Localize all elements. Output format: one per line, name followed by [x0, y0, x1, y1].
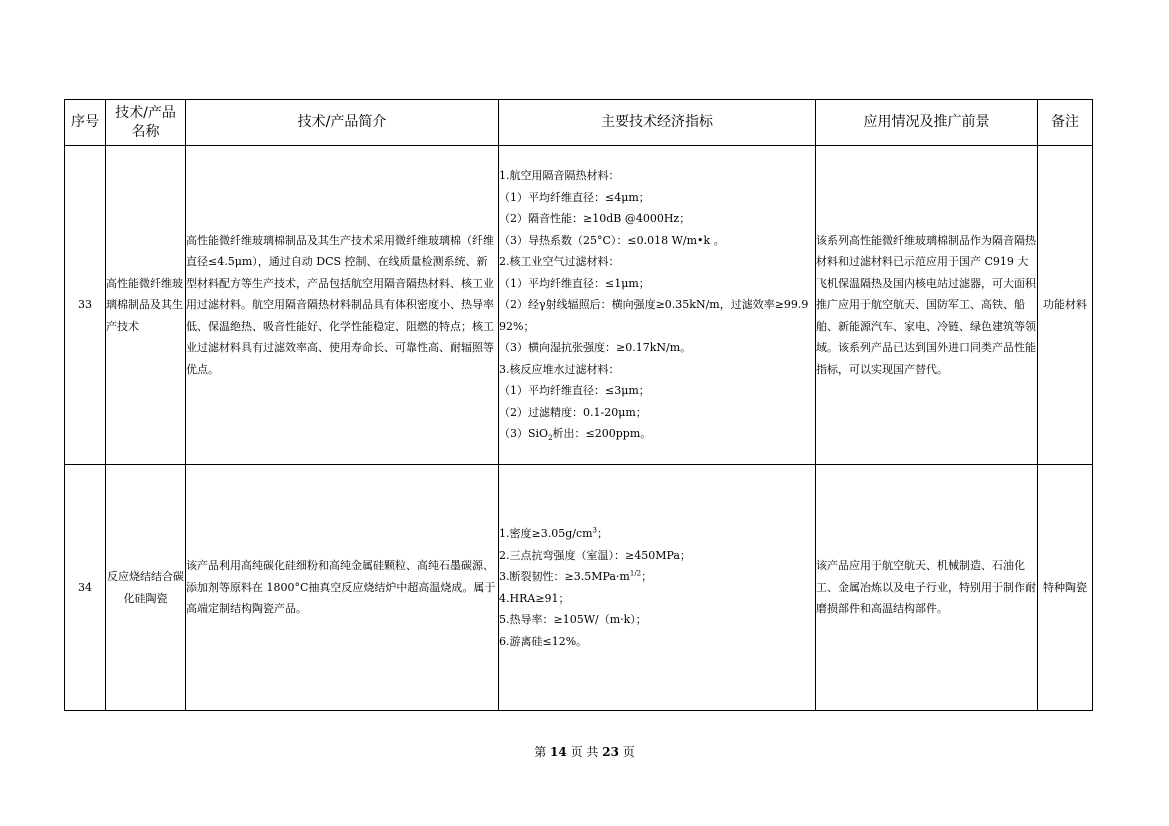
indicator-line: 2.三点抗弯强度（室温）：≥450MPa； — [499, 548, 691, 562]
footer-suffix: 页 — [622, 745, 635, 759]
indicator-line: 5.热导率：≥105W/（m·k）； — [499, 613, 647, 626]
header-application: 应用情况及推广前景 — [816, 100, 1038, 146]
row-indicators — [499, 465, 816, 711]
row-name: 高性能微纤维玻璃棉制品及其生产技术 — [106, 146, 186, 465]
indicator-line: 1.航空用隔音隔热材料： — [499, 169, 620, 183]
header-remark: 备注 — [1038, 100, 1093, 146]
row-application: 该产品应用于航空航天、机械制造、石油化工、金属冶炼以及电子行业，特别用于制作耐磨损部件和高温结构部件。 — [816, 465, 1038, 711]
page-footer — [0, 743, 1169, 760]
indicator-text: ； — [597, 527, 609, 540]
row-intro: 该产品利用高纯碳化硅细粉和高纯金属硅颗粒、高纯石墨碳源、添加剂等原料在 1800°C抽真空反应烧结炉中超高温烧成。属于高端定制结构陶瓷产品。 — [186, 465, 499, 711]
header-row — [65, 100, 1093, 146]
footer-prefix: 第 — [534, 745, 547, 759]
indicator-line: （2）隔音性能：≥10dB @4000Hz； — [499, 212, 691, 226]
row-indicators — [499, 146, 816, 465]
header-seq: 序号 — [65, 100, 106, 146]
row-seq: 34 — [65, 465, 106, 711]
indicator-line — [499, 566, 815, 588]
indicator-line: （1）平均纤维直径：≤1μm； — [499, 276, 650, 290]
row-application: 该系列高性能微纤维玻璃棉制品作为隔音隔热材料和过滤材料已示范应用于国产 C919 大飞机保温隔热及国内核电站过滤器，可大面积推广应用于航空航天、国防军工、高铁、船舶、新能源汽车、家电、冷链、绿色建筑等领域。该系列产品已达到国外进口同类产品性能指标，可以实现国产替代。 — [816, 146, 1038, 465]
product-table — [64, 99, 1093, 711]
footer-total-pages: 23 — [602, 745, 619, 759]
table-row — [65, 465, 1093, 711]
footer-middle: 页 共 — [570, 745, 599, 759]
row-remark: 特种陶瓷 — [1038, 465, 1093, 711]
indicator-line: 6.游离硅≤12%。 — [499, 634, 588, 648]
table-row — [65, 146, 1093, 465]
header-intro: 技术/产品简介 — [186, 100, 499, 146]
indicator-line: （1）平均纤维直径：≤3μm； — [499, 384, 650, 398]
superscript: 3 — [592, 526, 598, 535]
header-indicators: 主要技术经济指标 — [499, 100, 816, 146]
subscript: 2 — [548, 434, 553, 443]
indicator-line: （3）导热系数（25°C）：≤0.018 W/m•k 。 — [499, 233, 725, 247]
row-name: 反应烧结结合碳化硅陶瓷 — [106, 465, 186, 711]
indicator-line: （2）过滤精度：0.1-20μm； — [499, 405, 647, 419]
indicator-line: （2）经γ射线辐照后：横向强度≥0.35kN/m，过滤效率≥99.992%； — [499, 298, 809, 333]
indicator-line: （1）平均纤维直径：≤4μm； — [499, 190, 650, 204]
indicator-line — [499, 423, 815, 445]
indicator-line — [499, 523, 815, 545]
row-remark: 功能材料 — [1038, 146, 1093, 465]
indicator-line: 2.核工业空气过滤材料： — [499, 255, 620, 269]
indicator-text: （3）SiO — [499, 427, 549, 441]
indicator-text: 析出：≤200ppm。 — [552, 427, 652, 441]
indicator-text: 3.断裂韧性：≥3.5MPa·m — [499, 570, 630, 583]
row-seq: 33 — [65, 146, 106, 465]
indicator-text: 1.密度≥3.05g/cm — [499, 527, 593, 540]
indicator-text: ； — [641, 570, 653, 583]
indicator-line: （3）横向湿抗张强度：≥0.17kN/m。 — [499, 341, 692, 355]
indicator-line: 3.核反应堆水过滤材料： — [499, 362, 620, 376]
header-name: 技术/产品名称 — [106, 100, 186, 146]
row-intro: 高性能微纤维玻璃棉制品及其生产技术采用微纤维玻璃棉（纤维直径≤4.5μm），通过自动 DCS 控制、在线质量检测系统、新型材料配方等生产技术，产品包括航空用隔音隔热材料、核工业用过滤材料。航空用隔音隔热材料制品具有体积密度小、热导率低、保温绝热、吸音性能好、化学性能稳定、阻燃的特点；核工业过滤材料具有过滤效率高、使用寿命长、可靠性高、耐辐照等优点。 — [186, 146, 499, 465]
footer-page-number: 14 — [550, 745, 567, 759]
superscript: 1/2 — [629, 569, 642, 578]
indicator-line: 4.HRA≥91； — [499, 591, 570, 605]
